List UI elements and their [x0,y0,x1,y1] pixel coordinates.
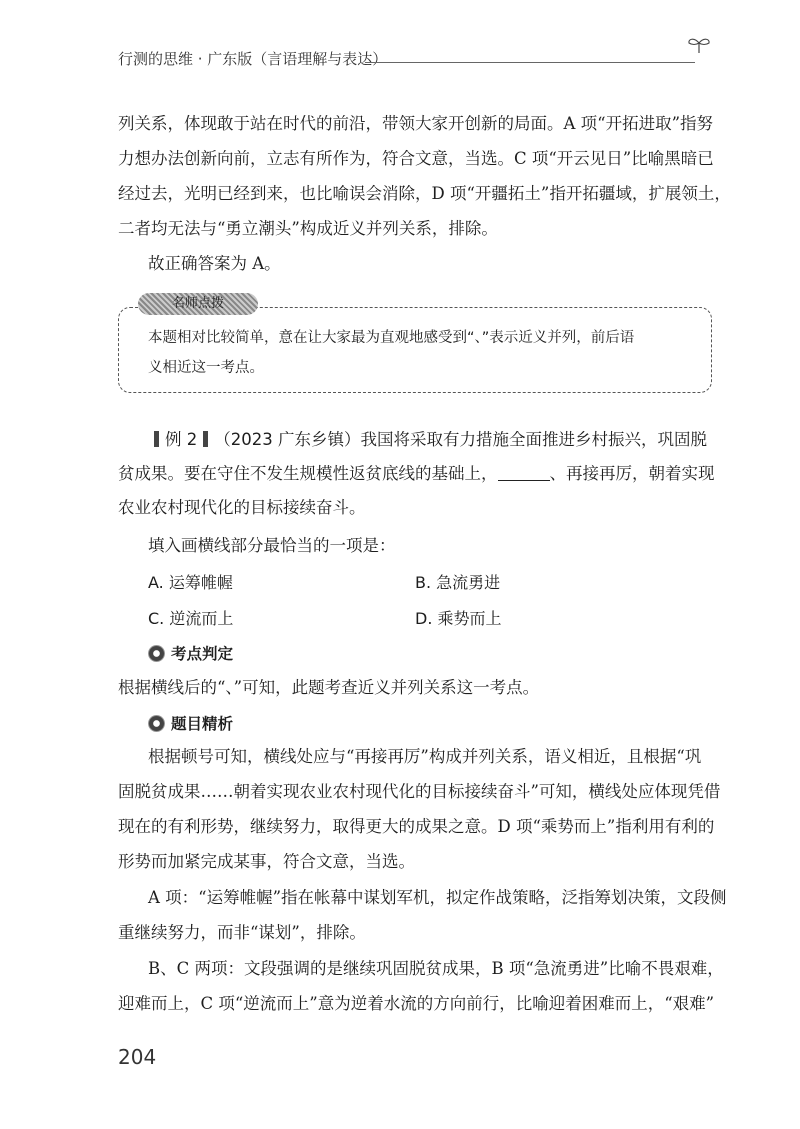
header-rule [365,62,695,63]
section-icon [148,715,165,732]
body-line: A 项：“运筹帷幄”指在帐幕中谋划军机，拟定作战策略，泛指筹划决策，文段侧 [148,888,727,907]
tip-line: 义相近这一考点。 [148,360,264,376]
section-title: 考点判定 [171,645,234,663]
body-line: 根据顿号可知，横线处应与“再接再厉”构成并列关系，语义相近，且根据“巩 [148,747,702,766]
question-text: 填入画横线部分最恰当的一项是： [148,536,396,555]
body-line: 重继续努力，而非“谋划”，排除。 [118,923,366,942]
example-marker-left [154,431,159,447]
body-line: 形势而加紧完成某事，符合文意，当选。 [118,852,415,871]
section-icon [148,645,165,662]
body-line: 列关系，体现敢于站在时代的前沿，带领大家开创新的局面。A 项“开拓进取”指努 [118,114,714,133]
body-line: 力想办法创新向前，立志有所作为，符合文意，当选。C 项“开云见日”比喻黑暗已 [118,149,714,168]
body-line: 二者均无法与“勇立潮头”构成近义并列关系，排除。 [118,219,498,238]
page-number: 204 [118,1045,157,1069]
body-line: 现在的有利形势，继续努力，取得更大的成果之意。D 项“乘势而上”指利用有利的 [118,817,715,836]
section-text: 根据横线后的“、”可知，此题考查近义并列关系这一考点。 [118,678,540,697]
option-d: D. 乘势而上 [415,609,502,628]
section-title: 题目精析 [171,715,234,733]
example-line-3: 农业农村现代化的目标接续奋斗。 [118,498,366,517]
example-line-1 [148,428,707,452]
example-label: 例 2 [165,430,198,449]
example-marker-right [203,431,208,447]
example-text: 我国将采取有力措施全面推进乡村振兴，巩固脱 [360,430,707,449]
running-header: 行测的思维 · 广东版（言语理解与表达） [118,50,388,68]
option-b: B. 急流勇进 [415,573,501,592]
answer-blank [498,466,550,481]
body-line: 经过去，光明已经到来，也比喻误会消除，D 项“开疆拓土”指开拓疆域，扩展领土， [118,184,731,203]
body-line: 固脱贫成果……朝着实现农业农村现代化的目标接续奋斗”可知，横线处应体现凭借 [118,782,721,801]
option-a: A. 运筹帷幄 [148,573,233,592]
sprout-icon [686,36,712,54]
tip-tag: 名师点拨 [138,293,258,315]
body-line: B、C 两项：文段强调的是继续巩固脱贫成果，B 项“急流勇进”比喻不畏艰难， [148,959,724,978]
answer-line: 故正确答案为 A。 [148,254,281,273]
section-heading-analysis [148,642,233,664]
tip-box [118,307,712,393]
option-c: C. 逆流而上 [148,609,234,628]
body-line: 迎难而上，C 项“逆流而上”意为逆着水流的方向前行，比喻迎着困难而上，“艰难” [118,994,715,1013]
example-line-2 [118,462,715,486]
example-source: （2023 广东乡镇） [214,430,361,449]
example-text: 、再接再厉，朝着实现 [549,464,715,483]
tip-line: 本题相对比较简单，意在让大家最为直观地感受到“、”表示近义并列，前后语 [148,330,635,346]
example-text: 贫成果。要在守住不发生规模性返贫底线的基础上， [118,464,498,483]
section-heading-explanation [148,712,233,734]
